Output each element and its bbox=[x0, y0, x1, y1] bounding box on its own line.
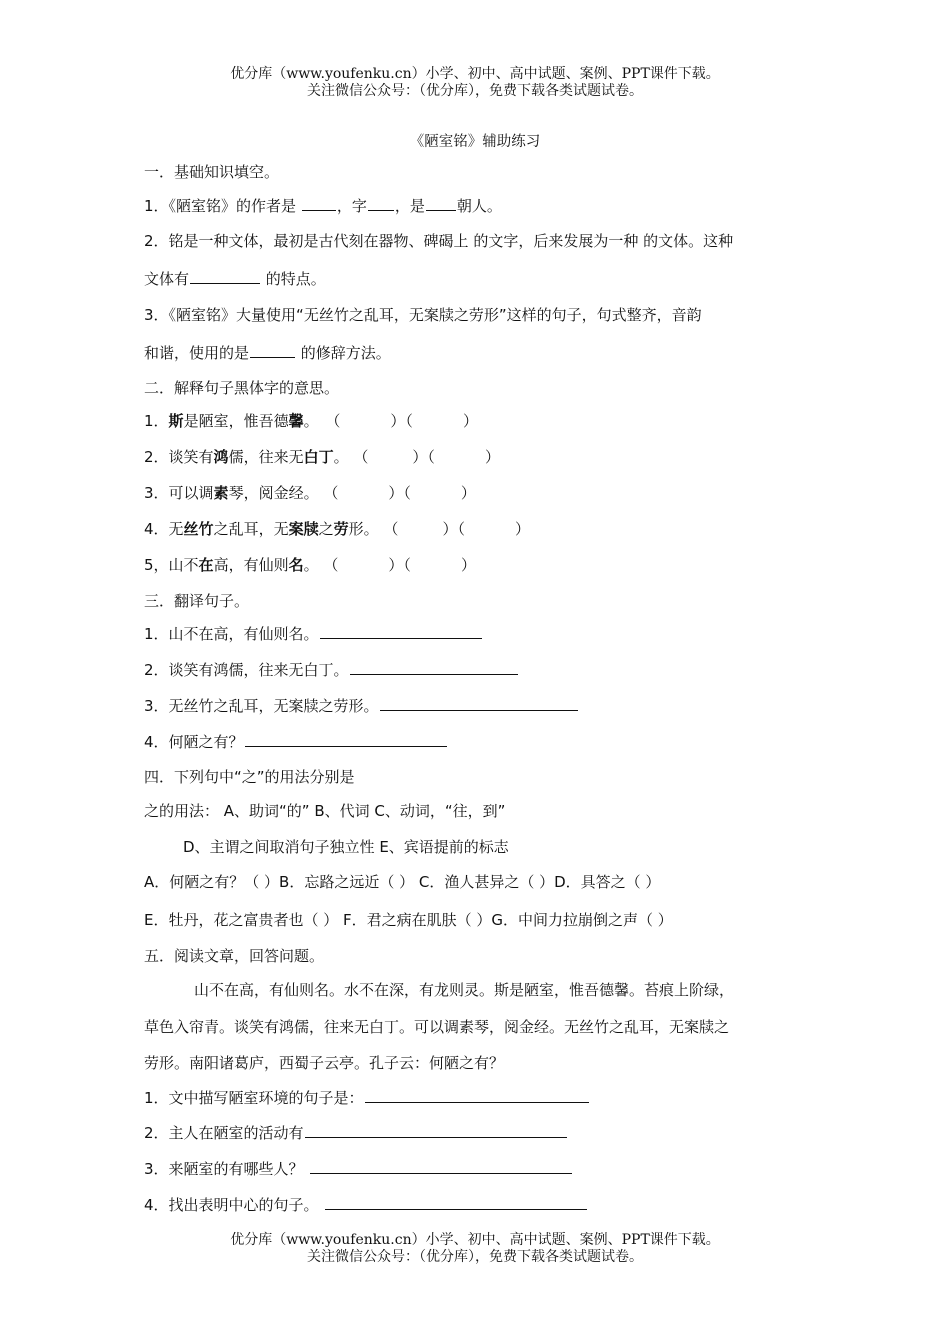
answer-line[interactable] bbox=[380, 696, 578, 711]
section-3-question-4: 4．何陋之有？ bbox=[144, 732, 448, 752]
page-title: 《陋室铭》辅助练习 bbox=[409, 134, 541, 150]
blank[interactable] bbox=[250, 343, 295, 358]
section-5-question-1: 1．文中描写陋室环境的句子是： bbox=[144, 1088, 590, 1108]
section-3-question-3: 3．无丝竹之乱耳，无案牍之劳形。 bbox=[144, 696, 579, 716]
answer-line[interactable] bbox=[350, 660, 518, 675]
section-1-question-1: 1．《陋室铭》的作者是 ，字 ，是 朝人。 bbox=[144, 197, 502, 215]
section-3-question-1: 1．山不在高，有仙则名。 bbox=[144, 624, 483, 644]
section-5-heading: 五．阅读文章，回答问题。 bbox=[144, 947, 325, 965]
answer-line[interactable] bbox=[365, 1088, 589, 1103]
section-1-question-2-cont: 文体有 的特点。 bbox=[144, 270, 326, 288]
answer-line[interactable] bbox=[325, 1195, 587, 1210]
section-2-question-5: 5，山不在高，有仙则名。 （ ）（ ） bbox=[144, 556, 476, 574]
section-1-question-3-cont: 和谐，使用的是 的修辞方法。 bbox=[144, 344, 391, 362]
blank[interactable] bbox=[426, 196, 456, 211]
section-4-options-2: D、主谓之间取消句子独立性 E、宾语提前的标志 bbox=[183, 838, 509, 856]
answer-line[interactable] bbox=[320, 624, 482, 639]
answer-line[interactable] bbox=[245, 732, 447, 747]
footer-line-2: 关注微信公众号：（优分库），免费下载各类试题试卷。 bbox=[307, 1249, 643, 1265]
section-2-question-1: 1．斯是陋室，惟吾德馨。 （ ）（ ） bbox=[144, 412, 478, 430]
section-1-question-2: 2．铭是一种文体，最初是古代刻在器物、碑碣上 的文字，后来发展为一种 的文体。这种 bbox=[144, 232, 734, 250]
section-5-question-4: 4．找出表明中心的句子。 bbox=[144, 1195, 588, 1215]
section-3-question-2: 2．谈笑有鸿儒，往来无白丁。 bbox=[144, 660, 519, 680]
answer-line[interactable] bbox=[310, 1159, 572, 1174]
blank[interactable] bbox=[368, 196, 394, 211]
section-4-row-1: A．何陋之有？（ ）B．忘路之远近（ ） C．渔人甚异之（ ）D．具答之（ ） bbox=[144, 873, 661, 891]
section-1-heading: 一．基础知识填空。 bbox=[144, 163, 280, 181]
blank[interactable] bbox=[302, 196, 336, 211]
section-5-question-2: 2．主人在陋室的活动有 bbox=[144, 1123, 568, 1143]
section-2-question-3: 3．可以调素琴，阅金经。 （ ）（ ） bbox=[144, 484, 476, 502]
section-4-heading: 四．下列句中“之”的用法分别是 bbox=[144, 768, 355, 786]
section-4-options-1: 之的用法： A、助词“的” B、代词 C、动词，“往，到” bbox=[144, 802, 506, 820]
section-2-heading: 二．解释句子黑体字的意思。 bbox=[144, 379, 340, 397]
section-2-question-4: 4．无丝竹之乱耳，无案牍之劳形。 （ ）（ ） bbox=[144, 520, 530, 538]
passage-line-2: 草色入帘青。谈笑有鸿儒，往来无白丁。可以调素琴，阅金经。无丝竹之乱耳，无案牍之 bbox=[144, 1018, 730, 1036]
section-4-row-2: E．牡丹，花之富贵者也（ ） F．君之病在肌肤（ ）G．中间力拉崩倒之声（ ） bbox=[144, 911, 673, 929]
section-2-question-2: 2．谈笑有鸿儒，往来无白丁。 （ ）（ ） bbox=[144, 448, 500, 466]
section-1-question-3: 3．《陋室铭》大量使用“无丝竹之乱耳，无案牍之劳形”这样的句子，句式整齐，音韵 bbox=[144, 306, 702, 324]
blank[interactable] bbox=[190, 269, 260, 284]
section-3-heading: 三．翻译句子。 bbox=[144, 592, 250, 610]
header-line-2: 关注微信公众号：（优分库），免费下载各类试题试卷。 bbox=[307, 83, 643, 99]
header-line-1: 优分库（www.youfenku.cn）小学、初中、高中试题、案例、PPT课件下载。 bbox=[230, 66, 720, 82]
answer-line[interactable] bbox=[305, 1123, 567, 1138]
page-footer bbox=[0, 1232, 950, 1266]
passage-line-3: 劳形。南阳诸葛庐，西蜀子云亭。孔子云：何陋之有？ bbox=[144, 1054, 505, 1072]
passage-line-1: 山不在高，有仙则名。水不在深，有龙则灵。斯是陋室，惟吾德馨。苔痕上阶绿， bbox=[194, 981, 735, 999]
footer-line-1: 优分库（www.youfenku.cn）小学、初中、高中试题、案例、PPT课件下载。 bbox=[230, 1232, 720, 1248]
page-header bbox=[0, 66, 950, 100]
section-5-question-3: 3．来陋室的有哪些人？ bbox=[144, 1159, 573, 1179]
